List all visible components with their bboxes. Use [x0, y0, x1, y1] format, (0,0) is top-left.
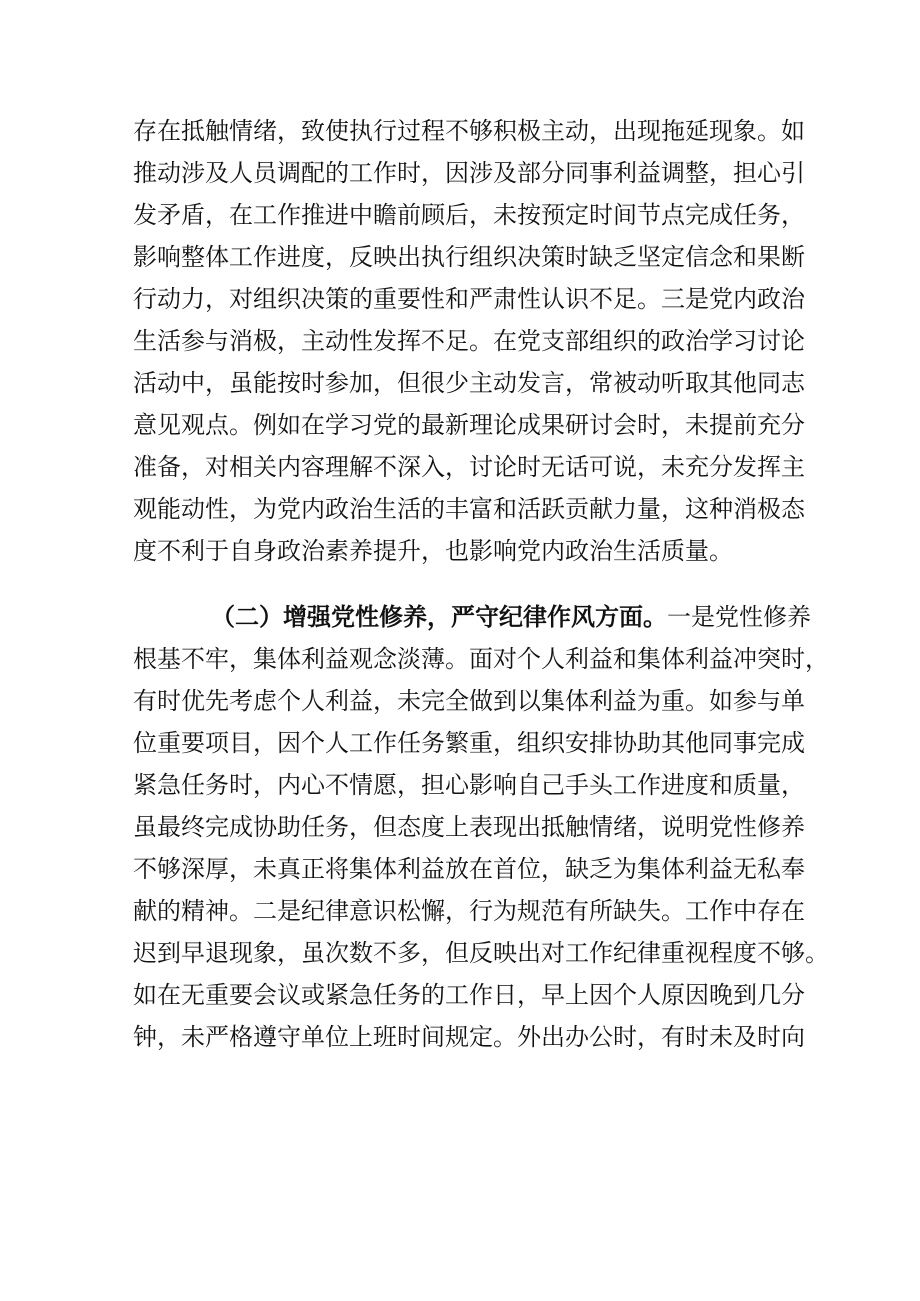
text-line: 度不利于自身政治素养提升，也影响党内政治生活质量。 — [133, 537, 733, 565]
text-line: 紧急任务时，内心不情愿，担心影响自己手头工作进度和质量， — [133, 771, 805, 799]
text-line: 影响整体工作进度，反映出执行组织决策时缺乏坚定信念和果断 — [133, 243, 805, 271]
text-line: 献的精神。二是纪律意识松懈，行为规范有所缺失。工作中存在 — [133, 897, 805, 925]
paragraph-1 — [133, 110, 805, 572]
text-line: 存在抵触情绪，致使执行过程不够积极主动，出现拖延现象。如 — [133, 117, 805, 145]
text-line: 活动中，虽能按时参加，但很少主动发言，常被动听取其他同志 — [133, 369, 805, 397]
text-line: 发矛盾，在工作推进中瞻前顾后，未按预定时间节点完成任务， — [133, 201, 805, 229]
text-line: 虽最终完成协助任务，但态度上表现出抵触情绪，说明党性修养 — [133, 813, 805, 841]
text-line: 位重要项目，因个人工作任务繁重，组织安排协助其他同事完成 — [133, 729, 805, 757]
text-line: 推动涉及人员调配的工作时，因涉及部分同事利益调整，担心引 — [133, 159, 805, 187]
body-text — [133, 110, 829, 1058]
text-line: 如在无重要会议或紧急任务的工作日，早上因个人原因晚到几分 — [133, 981, 805, 1009]
section-heading-line — [133, 596, 811, 638]
text-line: 不够深厚，未真正将集体利益放在首位，缺乏为集体利益无私奉 — [133, 855, 805, 883]
text-line: 根基不牢，集体利益观念淡薄。面对个人利益和集体利益冲突时， — [133, 645, 829, 673]
paragraph-gap — [133, 572, 778, 596]
text-line: 准备，对相关内容理解不深入，讨论时无话可说，未充分发挥主 — [133, 453, 805, 481]
text-line: 观能动性，为党内政治生活的丰富和活跃贡献力量，这种消极态 — [133, 495, 805, 523]
text-line: 有时优先考虑个人利益，未完全做到以集体利益为重。如参与单 — [133, 687, 805, 715]
text-run: 一是党性修养 — [667, 603, 811, 631]
text-line: 钟，未严格遵守单位上班时间规定。外出办公时，有时未及时向 — [133, 1023, 805, 1051]
text-line: 生活参与消极，主动性发挥不足。在党支部组织的政治学习讨论 — [133, 327, 805, 355]
text-line: 行动力，对组织决策的重要性和严肃性认识不足。三是党内政治 — [133, 285, 805, 313]
section-heading: （二）增强党性修养，严守纪律作风方面。 — [211, 602, 667, 631]
paragraph-2 — [133, 596, 829, 1058]
text-line: 意见观点。例如在学习党的最新理论成果研讨会时，未提前充分 — [133, 411, 805, 439]
text-line: 迟到早退现象，虽次数不多，但反映出对工作纪律重视程度不够。 — [133, 939, 829, 967]
